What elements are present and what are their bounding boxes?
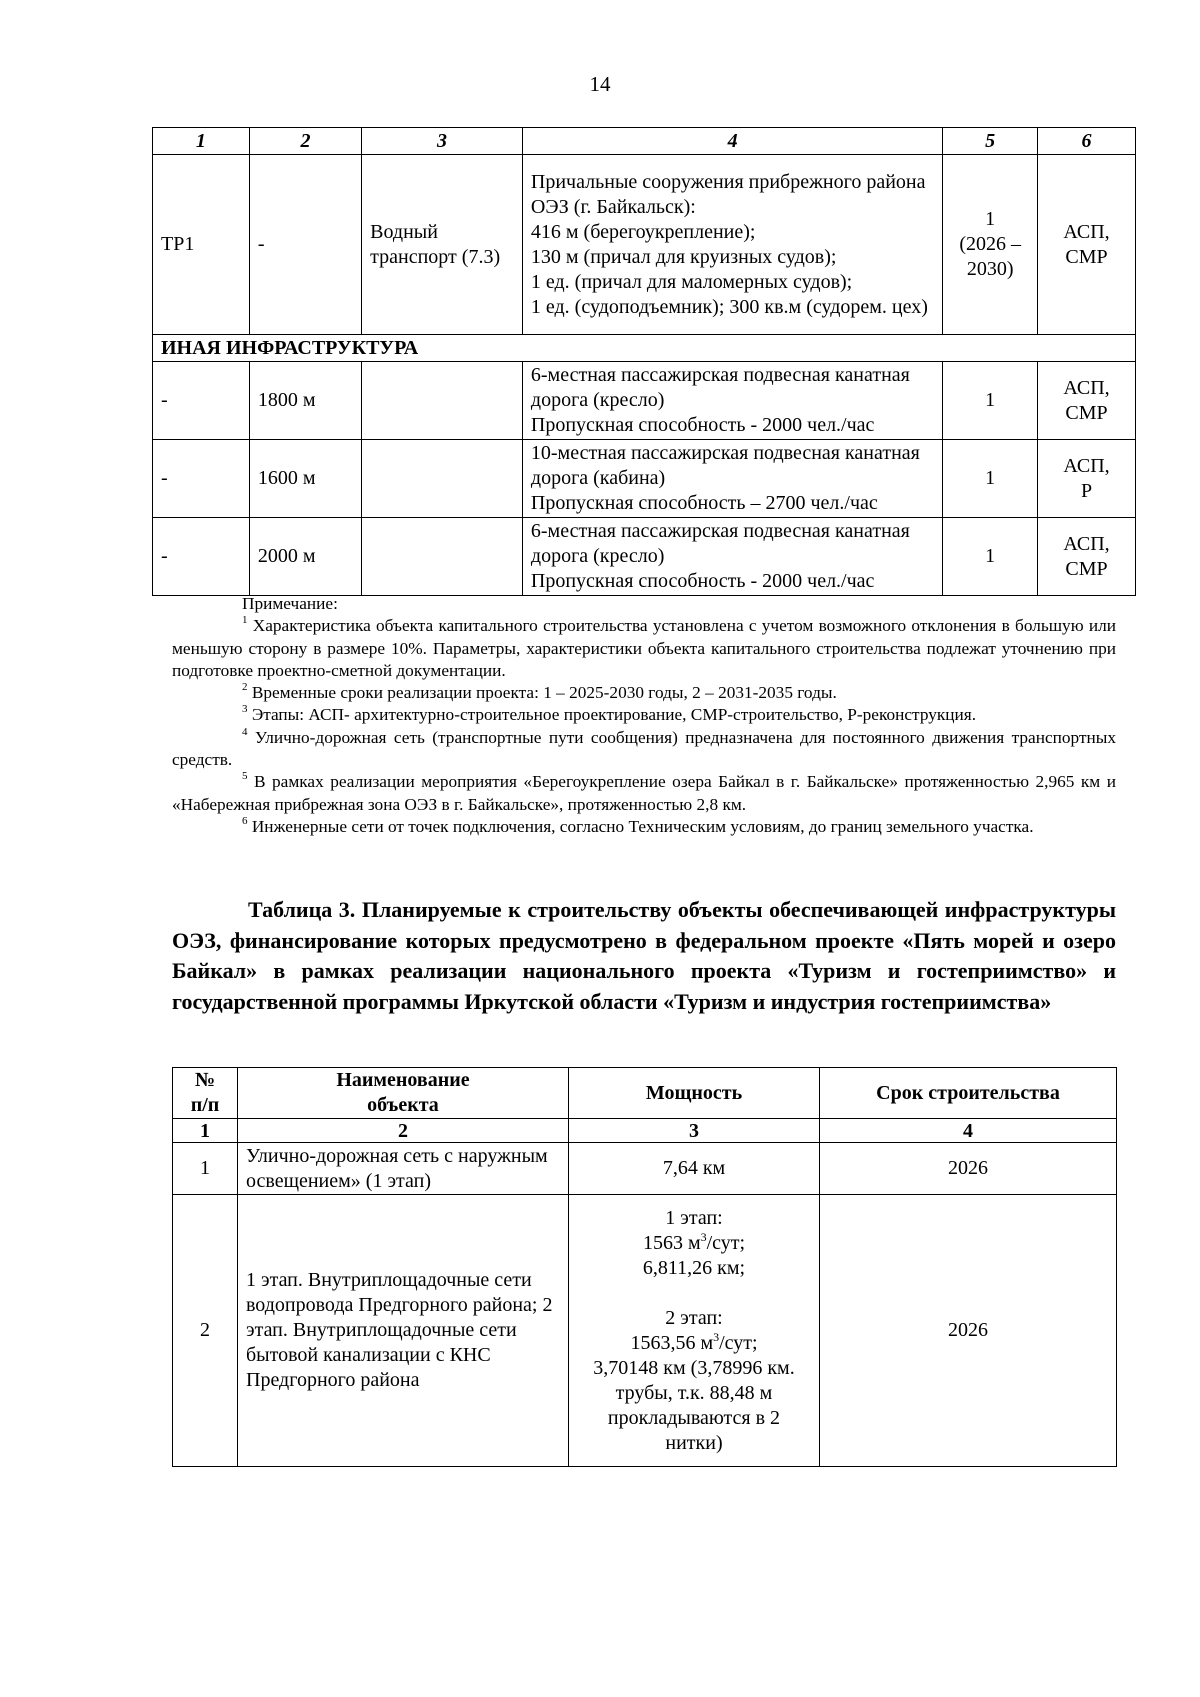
unit-superscript: 3 xyxy=(713,1329,720,1344)
table-row xyxy=(153,440,1136,518)
section-title: ИНАЯ ИНФРАСТРУКТУРА xyxy=(153,335,1136,362)
page-number: 14 xyxy=(589,72,611,96)
column-number: 4 xyxy=(820,1119,1117,1143)
type-cell xyxy=(362,362,523,440)
table-header-row xyxy=(153,128,1136,155)
section-row xyxy=(153,335,1136,362)
planned-objects-table xyxy=(172,1067,1117,1467)
length-cell: 1600 м xyxy=(249,440,361,518)
unit-tail: /сут; xyxy=(719,1331,758,1354)
header-name: Наименование объекта xyxy=(238,1068,569,1119)
period-cell: 1 xyxy=(943,362,1038,440)
stage-2-label: 2 этап: xyxy=(665,1306,723,1329)
stage-1-length: 6,811,26 км; xyxy=(642,1256,746,1279)
object-term: 2026 xyxy=(820,1195,1117,1467)
note-text: Этапы: АСП- архитектурно-строительное проектирование, СМР-строительство, Р-реконструкция. xyxy=(247,705,977,725)
notes-title: Примечание: xyxy=(242,594,338,613)
table-header-row xyxy=(173,1068,1117,1119)
code-cell: - xyxy=(153,362,250,440)
table-row xyxy=(153,155,1136,335)
stage-2-length: 3,70148 км (3,78996 км. трубы, т.к. 88,48 м прокладываются в 2 нитки) xyxy=(593,1356,795,1454)
description-cell: 10-местная пассажирская подвесная канатная дорога (кабина) Пропускная способность – 2700 чел./час xyxy=(522,440,942,518)
note-item xyxy=(172,727,1116,772)
object-name: Улично-дорожная сеть с наружным освещением» (1 этап) xyxy=(238,1143,569,1195)
row-number: 1 xyxy=(173,1143,238,1195)
table-caption: Таблица 3. Планируемые к строительству объекты обеспечивающей инфраструктуры ОЭЗ, финансирование которых предусмотрено в федеральном проекте «Пять морей и озеро Байкал» в рамках реализации национального проекта «Туризм и гостеприимство» и государственной программы Иркутской области «Туризм и индустрия гостеприимства» xyxy=(172,897,1116,1014)
column-number: 2 xyxy=(238,1119,569,1143)
stage-cell: АСП, СМР xyxy=(1038,362,1136,440)
table-row xyxy=(153,518,1136,596)
unit-tail: /сут; xyxy=(706,1231,746,1254)
column-number-row xyxy=(173,1119,1117,1143)
note-item xyxy=(172,771,1116,816)
stage-2-flow-value: 1563,56 м xyxy=(630,1331,714,1354)
note-item xyxy=(172,816,1116,838)
stage-1-flow xyxy=(577,1231,811,1256)
unit-superscript: 3 xyxy=(700,1229,707,1244)
header-cell: 2 xyxy=(249,128,361,155)
note-text: Инженерные сети от точек подключения, согласно Техническим условиям, до границ земельного участка. xyxy=(251,816,1034,836)
column-number: 3 xyxy=(569,1119,820,1143)
row-number: 2 xyxy=(173,1195,238,1467)
code-cell: ТР1 xyxy=(153,155,250,335)
stage-cell: АСП, Р xyxy=(1038,440,1136,518)
note-item xyxy=(172,704,1116,726)
note-mark: 5 xyxy=(242,770,248,783)
code-cell: - xyxy=(153,518,250,596)
header-capacity: Мощность xyxy=(569,1068,820,1119)
description-cell: Причальные сооружения прибрежного района ОЭЗ (г. Байкальск): 416 м (берегоукрепление); 130 м (причал для круизных судов); 1 ед. (причал для маломерных судов); 1 ед. (судоподъемник); 300 кв.м (судорем. цех) xyxy=(522,155,942,335)
stage-1-flow-value: 1563 м xyxy=(642,1231,701,1254)
length-cell: 2000 м xyxy=(249,518,361,596)
type-cell xyxy=(362,518,523,596)
table-row xyxy=(173,1195,1117,1467)
period-cell: 1 (2026 – 2030) xyxy=(943,155,1038,335)
description-cell: 6-местная пассажирская подвесная канатная дорога (кресло) Пропускная способность - 2000 чел./час xyxy=(522,362,942,440)
header-cell: 6 xyxy=(1038,128,1136,155)
header-cell: 5 xyxy=(943,128,1038,155)
length-cell: - xyxy=(249,155,361,335)
note-text: Временные сроки реализации проекта: 1 – 2025-2030 годы, 2 – 2031-2035 годы. xyxy=(247,683,837,703)
note-mark: 4 xyxy=(242,725,248,738)
object-capacity xyxy=(569,1195,820,1467)
type-cell: Водный транспорт (7.3) xyxy=(362,155,523,335)
period-cell: 1 xyxy=(943,440,1038,518)
object-capacity: 7,64 км xyxy=(569,1143,820,1195)
stage-1-label: 1 этап: xyxy=(665,1206,723,1229)
note-text: Улично-дорожная сеть (транспортные пути сообщения) предназначена для постоянного движения транспортных средств. xyxy=(172,727,1116,770)
infrastructure-table xyxy=(152,127,1136,596)
period-cell: 1 xyxy=(943,518,1038,596)
length-cell: 1800 м xyxy=(249,362,361,440)
header-cell: 1 xyxy=(153,128,250,155)
description-cell: 6-местная пассажирская подвесная канатная дорога (кресло) Пропускная способность - 2000 чел./час xyxy=(522,518,942,596)
notes-block xyxy=(172,593,1116,838)
header-cell: 3 xyxy=(362,128,523,155)
code-cell: - xyxy=(153,440,250,518)
note-mark: 3 xyxy=(242,703,248,716)
stage-cell: АСП, СМР xyxy=(1038,155,1136,335)
note-mark: 1 xyxy=(242,614,248,627)
note-item xyxy=(172,615,1116,682)
table-row xyxy=(153,362,1136,440)
note-item xyxy=(172,682,1116,704)
note-mark: 2 xyxy=(242,681,248,694)
header-cell: 4 xyxy=(522,128,942,155)
header-number: № п/п xyxy=(173,1068,238,1119)
stage-cell: АСП, СМР xyxy=(1038,518,1136,596)
note-mark: 6 xyxy=(242,814,248,827)
table-row xyxy=(173,1143,1117,1195)
object-term: 2026 xyxy=(820,1143,1117,1195)
note-text: В рамках реализации мероприятия «Берегоукрепление озера Байкал в г. Байкальске» протяженностью 2,965 км и «Набережная прибрежная зона ОЭЗ в г. Байкальске», протяженностью 2,8 км. xyxy=(172,772,1116,814)
column-number: 1 xyxy=(173,1119,238,1143)
object-name: 1 этап. Внутриплощадочные сети водопровода Предгорного района; 2 этап. Внутриплощадочные сети бытовой канализации с КНС Предгорного района xyxy=(238,1195,569,1467)
stage-2-flow xyxy=(577,1331,811,1356)
note-text: Характеристика объекта капитального строительства установлена с учетом возможного отклонения в большую или меньшую сторону в размере 10%. Параметры, характеристики объекта капитального строительства подлежат уточнению при подготовке проектно-сметной документации. xyxy=(172,616,1116,680)
header-term: Срок строительства xyxy=(820,1068,1117,1119)
type-cell xyxy=(362,440,523,518)
